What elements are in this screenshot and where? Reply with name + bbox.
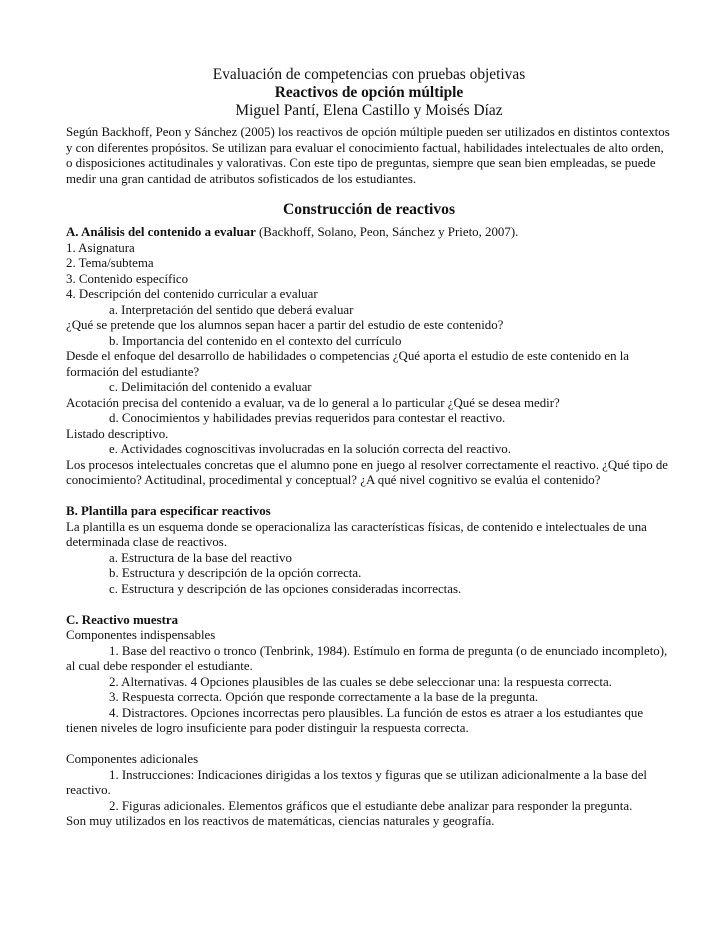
document-subtitle: Reactivos de opción múltiple <box>274 84 464 101</box>
subitem: e. Actividades cognoscitivas involucradas en la solución correcta del reactivo. <box>109 442 511 456</box>
spacer <box>66 597 672 613</box>
list-item: 1. Asignatura <box>66 240 135 255</box>
paragraph: Acotación precisa del contenido a evaluar, va de lo general a lo particular ¿Qué se desea medir? <box>66 395 560 410</box>
subitem: b. Importancia del contenido en el contexto del currículo <box>109 333 402 348</box>
indented-text: 1. Instrucciones: Indicaciones dirigidas a los textos y figuras que se utilizan adicionalmente a la base del reactivo. <box>66 767 648 797</box>
list-item: 3. Contenido específico <box>66 271 189 286</box>
paragraph <box>66 768 672 799</box>
paragraph <box>66 644 672 675</box>
paragraph: Desde el enfoque del desarrollo de habilidades o competencias ¿Qué aporta el estudio de este contenido en la formación del estudiante? <box>66 349 630 379</box>
paragraph: Componentes indispensables <box>66 628 216 642</box>
intro-paragraph: Según Backhoff, Peon y Sánchez (2005) los reactivos de opción múltiple pueden ser utilizados en distintos contextos y con diferentes propósitos. Se utilizan para evaluar el conocimiento factual, habilidades intelectuales de alto orden, o disposiciones actitudinales y valorativas. Con este tipo de preguntas, siempre que sean bien empleadas, se puede medir una gran cantidad de atributos sofisticados de los estudiantes. <box>66 125 670 186</box>
paragraph: Los procesos intelectuales concretas que el alumno pone en juego al resolver correctamente el reactivo. ¿Qué tipo de conocimiento? Actitudinal, procedimental y conceptual? ¿A qué nivel cognitivo se evalúa el contenido? <box>66 457 669 487</box>
section-b-heading: B. Plantilla para especificar reactivos <box>66 504 271 518</box>
subitem: c. Estructura y descripción de las opciones consideradas incorrectas. <box>109 581 462 596</box>
subitem: 3. Respuesta correcta. Opción que responde correctamente a la base de la pregunta. <box>109 690 539 704</box>
spacer <box>66 737 672 753</box>
list-item: 2. Tema/subtema <box>66 256 154 270</box>
document-authors: Miguel Pantí, Elena Castillo y Moisés Díaz <box>235 102 503 119</box>
subitem: 2. Figuras adicionales. Elementos gráficos que el estudiante debe analizar para responder la pregunta. <box>109 798 633 813</box>
subitem: d. Conocimientos y habilidades previas requeridos para contestar el reactivo. <box>109 411 506 425</box>
subitem: 2. Alternativas. 4 Opciones plausibles de las cuales se debe seleccionar una: la respuesta correcta. <box>109 674 612 689</box>
list-item: 4. Descripción del contenido curricular a evaluar <box>66 287 318 301</box>
section-heading-construccion: Construcción de reactivos <box>282 201 456 218</box>
paragraph: Listado descriptivo. <box>66 426 169 441</box>
paragraph: ¿Qué se pretende que los alumnos sepan hacer a partir del estudio de este contenido? <box>66 318 504 332</box>
section-a-title <box>66 225 672 241</box>
indented-text: 1. Base del reactivo o tronco (Tenbrink, 1984). Estímulo en forma de pregunta (o de enunciado incompleto), al cual debe responder el estudiante. <box>66 643 668 673</box>
subitem: c. Delimitación del contenido a evaluar <box>109 380 312 394</box>
paragraph <box>66 706 672 737</box>
paragraph: Son muy utilizados en los reactivos de matemáticas, ciencias naturales y geografía. <box>66 814 495 828</box>
subitem: a. Interpretación del sentido que deberá evaluar <box>109 302 354 317</box>
section-c-heading: C. Reactivo muestra <box>66 612 179 627</box>
subitem: b. Estructura y descripción de la opción correcta. <box>109 566 362 580</box>
paragraph: Componentes adicionales <box>66 752 199 766</box>
section-a-citation: (Backhoff, Solano, Peon, Sánchez y Prieto, 2007). <box>255 225 519 239</box>
paragraph: La plantilla es un esquema donde se operacionaliza las características físicas, de contenido e intelectuales de una determinada clase de reactivos. <box>66 519 647 549</box>
document-title: Evaluación de competencias con pruebas objetivas <box>212 66 526 83</box>
section-a-heading: A. Análisis del contenido a evaluar <box>66 225 256 239</box>
indented-text: 4. Distractores. Opciones incorrectas pero plausibles. La función de estos es atraer a los estudiantes que tienen niveles de logro insuficiente para poder distinguir la respuesta correcta. <box>66 705 644 735</box>
spacer <box>66 489 672 505</box>
subitem: a. Estructura de la base del reactivo <box>109 550 292 565</box>
